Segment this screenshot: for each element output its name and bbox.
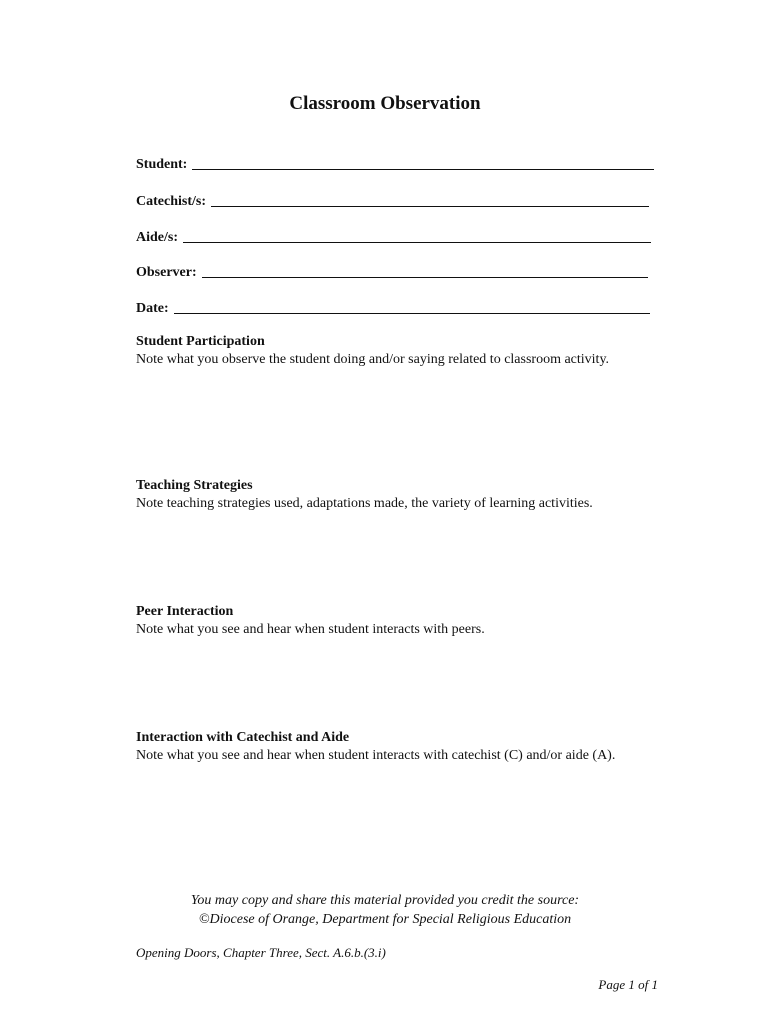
notice-line: You may copy and share this material provided you credit the source: bbox=[190, 893, 580, 908]
aides-label: Aide/s: bbox=[136, 230, 178, 245]
section-heading: Interaction with Catechist and Aide bbox=[136, 730, 350, 745]
catechists-field bbox=[136, 190, 649, 210]
date-input-line[interactable] bbox=[174, 299, 650, 314]
section-heading: Student Participation bbox=[136, 334, 265, 349]
catechists-label: Catechist/s: bbox=[136, 194, 206, 209]
section-heading: Teaching Strategies bbox=[136, 478, 253, 493]
date-label: Date: bbox=[136, 301, 169, 316]
section-note: Note what you observe the student doing and/or saying related to classroom activity. bbox=[136, 352, 610, 367]
student-input-line[interactable] bbox=[192, 155, 654, 170]
catechist-aide-interaction-section bbox=[136, 729, 656, 765]
page-number: Page 1 of 1 bbox=[598, 977, 658, 992]
peer-interaction-section bbox=[136, 603, 656, 639]
section-note: Note teaching strategies used, adaptations made, the variety of learning activities. bbox=[136, 496, 593, 511]
catechists-input-line[interactable] bbox=[211, 192, 649, 207]
observer-field bbox=[136, 261, 648, 281]
observer-input-line[interactable] bbox=[202, 263, 648, 278]
observer-label: Observer: bbox=[136, 265, 197, 280]
teaching-strategies-section bbox=[136, 477, 656, 513]
student-participation-section bbox=[136, 333, 656, 369]
copyright-notice bbox=[0, 891, 770, 929]
date-field bbox=[136, 297, 650, 317]
section-note: Note what you see and hear when student interacts with catechist (C) and/or aide (A). bbox=[136, 748, 616, 763]
aides-input-line[interactable] bbox=[183, 228, 651, 243]
section-note: Note what you see and hear when student interacts with peers. bbox=[136, 622, 485, 637]
student-label: Student: bbox=[136, 157, 188, 172]
aides-field bbox=[136, 226, 651, 246]
notice-line: ©Diocese of Orange, Department for Special Religious Education bbox=[198, 912, 572, 927]
student-field bbox=[136, 153, 654, 173]
footer-reference: Opening Doors, Chapter Three, Sect. A.6.b.(3.i) bbox=[136, 945, 386, 960]
section-heading: Peer Interaction bbox=[136, 604, 234, 619]
document-title: Classroom Observation bbox=[289, 93, 481, 114]
